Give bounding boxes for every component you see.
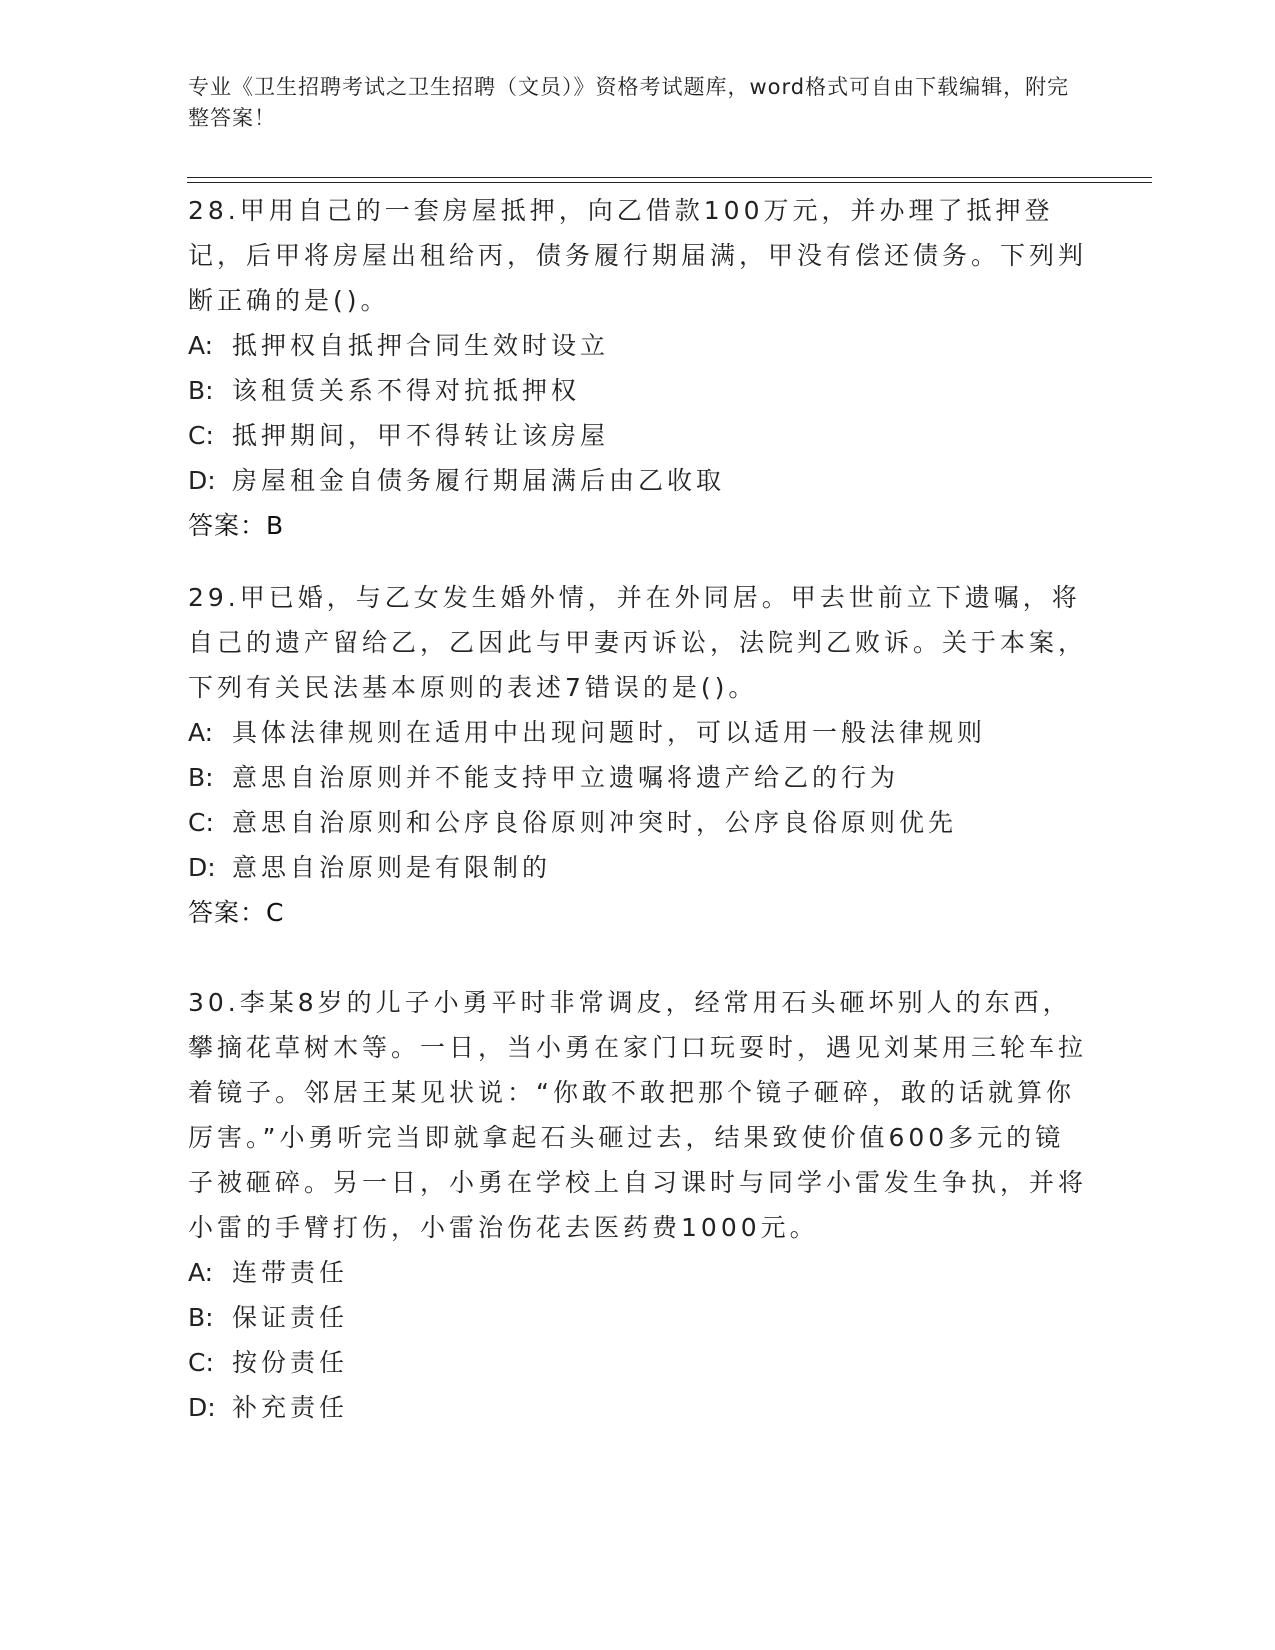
option-text: 该租赁关系不得对抗抵押权	[232, 376, 581, 405]
option-c	[188, 413, 1088, 458]
option-b	[188, 755, 1088, 800]
option-a	[188, 710, 1088, 755]
option-key: D:	[188, 1393, 216, 1422]
answer: 答案：C	[188, 898, 285, 927]
option-text: 连带责任	[232, 1258, 349, 1287]
option-d	[188, 1385, 1088, 1430]
question-30	[188, 980, 1088, 1430]
answer: 答案：B	[188, 511, 285, 540]
option-text: 意思自治原则是有限制的	[232, 853, 552, 882]
option-text: 按份责任	[232, 1348, 349, 1377]
option-key: D:	[188, 466, 216, 495]
option-key: A:	[188, 1258, 214, 1287]
option-key: C:	[188, 1348, 214, 1377]
option-c	[188, 800, 1088, 845]
option-d	[188, 845, 1088, 890]
option-text: 具体法律规则在适用中出现问题时，可以适用一般法律规则	[232, 718, 987, 747]
option-text: 保证责任	[232, 1303, 349, 1332]
header-rule-bottom	[187, 182, 1152, 183]
option-text: 意思自治原则并不能支持甲立遗嘱将遗产给乙的行为	[232, 763, 900, 792]
option-d	[188, 458, 1088, 503]
question-29	[188, 575, 1088, 935]
option-key: B:	[188, 763, 214, 792]
option-key: B:	[188, 376, 214, 405]
option-key: C:	[188, 421, 214, 450]
option-a	[188, 1250, 1088, 1295]
option-text: 抵押权自抵押合同生效时设立	[232, 331, 610, 360]
option-key: A:	[188, 718, 214, 747]
question-text: 28.甲用自己的一套房屋抵押，向乙借款100万元，并办理了抵押登记，后甲将房屋出租给丙，债务履行期届满，甲没有偿还债务。下列判断正确的是()。	[188, 196, 1088, 315]
option-text: 补充责任	[232, 1393, 349, 1422]
option-key: C:	[188, 808, 214, 837]
option-key: D:	[188, 853, 216, 882]
option-a	[188, 323, 1088, 368]
option-text: 意思自治原则和公序良俗原则冲突时，公序良俗原则优先	[232, 808, 958, 837]
option-b	[188, 1295, 1088, 1340]
question-text: 30.李某8岁的儿子小勇平时非常调皮，经常用石头砸坏别人的东西，攀摘花草树木等。一日，当小勇在家门口玩耍时，遇见刘某用三轮车拉着镜子。邻居王某见状说：“你敢不敢把那个镜子砸碎，敢的话就算你厉害。”小勇听完当即就拿起石头砸过去，结果致使价值600多元的镜子被砸碎。另一日，小勇在学校上自习课时与同学小雷发生争执，并将小雷的手臂打伤，小雷治伤花去医药费1000元。	[188, 988, 1088, 1242]
option-key: B:	[188, 1303, 214, 1332]
option-b	[188, 368, 1088, 413]
document-header: 专业《卫生招聘考试之卫生招聘（文员）》资格考试题库，word格式可自由下载编辑，附完整答案！	[188, 75, 1070, 130]
header-rule-top	[187, 177, 1152, 178]
question-text: 29.甲已婚，与乙女发生婚外情，并在外同居。甲去世前立下遗嘱，将自己的遗产留给乙，乙因此与甲妻丙诉讼，法院判乙败诉。关于本案，下列有关民法基本原则的表述7错误的是()。	[188, 583, 1088, 702]
option-text: 房屋租金自债务履行期届满后由乙收取	[232, 466, 726, 495]
option-key: A:	[188, 331, 214, 360]
option-c	[188, 1340, 1088, 1385]
question-28	[188, 188, 1088, 548]
option-text: 抵押期间，甲不得转让该房屋	[232, 421, 610, 450]
